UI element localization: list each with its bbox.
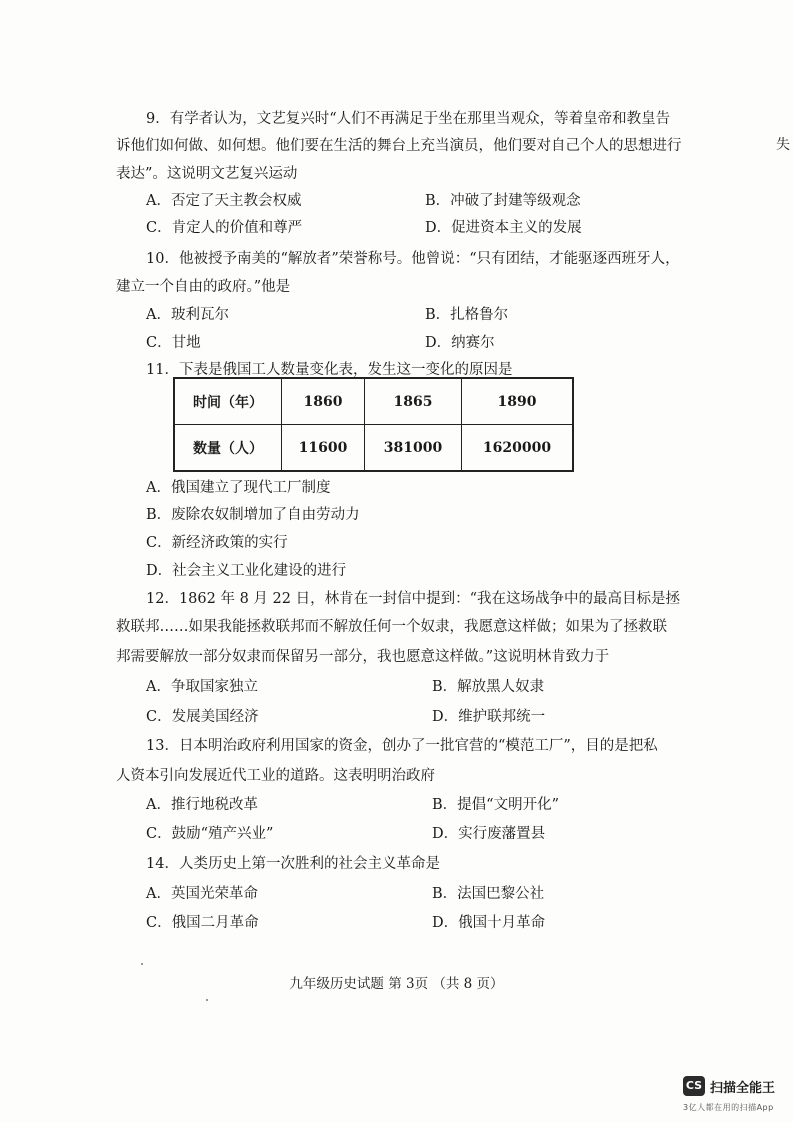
table-header-year: 时间（年）: [174, 378, 282, 425]
q12-stem-line-1: 12．1862 年 8 月 22 日，林肯在一封信中提到：“我在这场战争中的最高目标是拯: [146, 591, 680, 607]
q10-option-d: D．纳赛尔: [425, 335, 495, 351]
q11-option-a: A．俄国建立了现代工厂制度: [146, 480, 331, 496]
q13-option-a: A．推行地税改革: [146, 797, 258, 813]
q11-option-b: B．废除农奴制增加了自由劳动力: [146, 507, 360, 523]
table-row-count: [174, 425, 573, 472]
q11-option-d: D．社会主义工业化建设的进行: [146, 563, 347, 579]
q10-option-c: C．甘地: [146, 335, 201, 351]
scan-speck: [206, 999, 208, 1001]
scanner-brand-name: 扫描全能王: [710, 1081, 776, 1096]
table-cell: 1890: [462, 378, 574, 425]
q9-stem-line-2: 诉他们如何做、如何想。他们要在生活的舞台上充当演员，他们要对自己个人的思想进行: [116, 138, 682, 154]
q9-option-d: D．促进资本主义的发展: [425, 220, 582, 236]
q13-option-d: D．实行废藩置县: [432, 826, 546, 842]
q9-option-b: B．冲破了封建等级观念: [425, 193, 581, 209]
q13-option-c: C．鼓励“殖产兴业”: [146, 826, 274, 842]
q9-stem-line-3: 表达”。这说明文艺复兴运动: [116, 166, 298, 182]
q9-option-c: C．肯定人的价值和尊严: [146, 220, 303, 236]
q14-option-a: A．英国光荣革命: [146, 886, 258, 902]
q13-stem-line-1: 13．日本明治政府利用国家的资金，创办了一批官营的“模范工厂”，目的是把私: [146, 738, 658, 754]
q11-stem-line-1: 11．下表是俄国工人数量变化表，发生这一变化的原因是: [146, 362, 513, 378]
q12-option-a: A．争取国家独立: [146, 679, 258, 695]
q13-stem-line-2: 人资本引向发展近代工业的道路。这表明明治政府: [116, 768, 435, 784]
table-cell: 381000: [365, 425, 462, 472]
scan-speck: [141, 963, 143, 965]
q10-stem-line-1: 10．他被授予南美的“解放者”荣誉称号。他曾说：“只有团结，才能驱逐西班牙人，: [146, 251, 680, 267]
q13-option-b: B．提倡“文明开化”: [432, 797, 559, 813]
q12-stem-line-3: 邦需要解放一部分奴隶而保留另一部分，我也愿意这样做。”这说明林肯致力于: [116, 649, 610, 665]
table-header-count: 数量（人）: [174, 425, 282, 472]
q12-stem-line-2: 救联邦……如果我能拯救联邦而不解放任何一个奴隶，我愿意这样做；如果为了拯救联: [116, 619, 667, 635]
q11-option-c: C．新经济政策的实行: [146, 535, 288, 551]
table-cell: 1865: [365, 378, 462, 425]
q14-option-c: C．俄国二月革命: [146, 915, 259, 931]
table-cell: 1860: [282, 378, 365, 425]
q12-option-c: C．发展美国经济: [146, 709, 259, 725]
q9-stem-line-1: 9．有学者认为，文艺复兴时“人们不再满足于坐在那里当观众，等着皇帝和教皇告: [146, 111, 671, 127]
q12-option-b: B．解放黑人奴隶: [432, 679, 545, 695]
scanner-slogan: 3亿人都在用的扫描App: [683, 1103, 774, 1112]
q10-stem-line-2: 建立一个自由的政府。”他是: [116, 279, 291, 295]
q14-option-b: B．法国巴黎公社: [432, 886, 545, 902]
table-cell: 1620000: [462, 425, 574, 472]
q10-option-a: A．玻利瓦尔: [146, 307, 229, 323]
page-footer: 九年级历史试题 第 3页 （共 8 页）: [289, 976, 504, 992]
q9-option-a: A．否定了天主教会权威: [146, 193, 302, 209]
q14-stem-line-1: 14．人类历史上第一次胜利的社会主义革命是: [146, 856, 440, 872]
table-cell: 11600: [282, 425, 365, 472]
worker-count-table: [173, 377, 574, 472]
q10-option-b: B．扎格鲁尔: [425, 307, 509, 323]
q14-option-d: D．俄国十月革命: [432, 915, 546, 931]
q9-margin-char: 失: [776, 137, 790, 153]
scanner-logo-icon: CS: [683, 1076, 705, 1096]
q12-option-d: D．维护联邦统一: [432, 709, 546, 725]
table-row-year: [174, 378, 573, 425]
